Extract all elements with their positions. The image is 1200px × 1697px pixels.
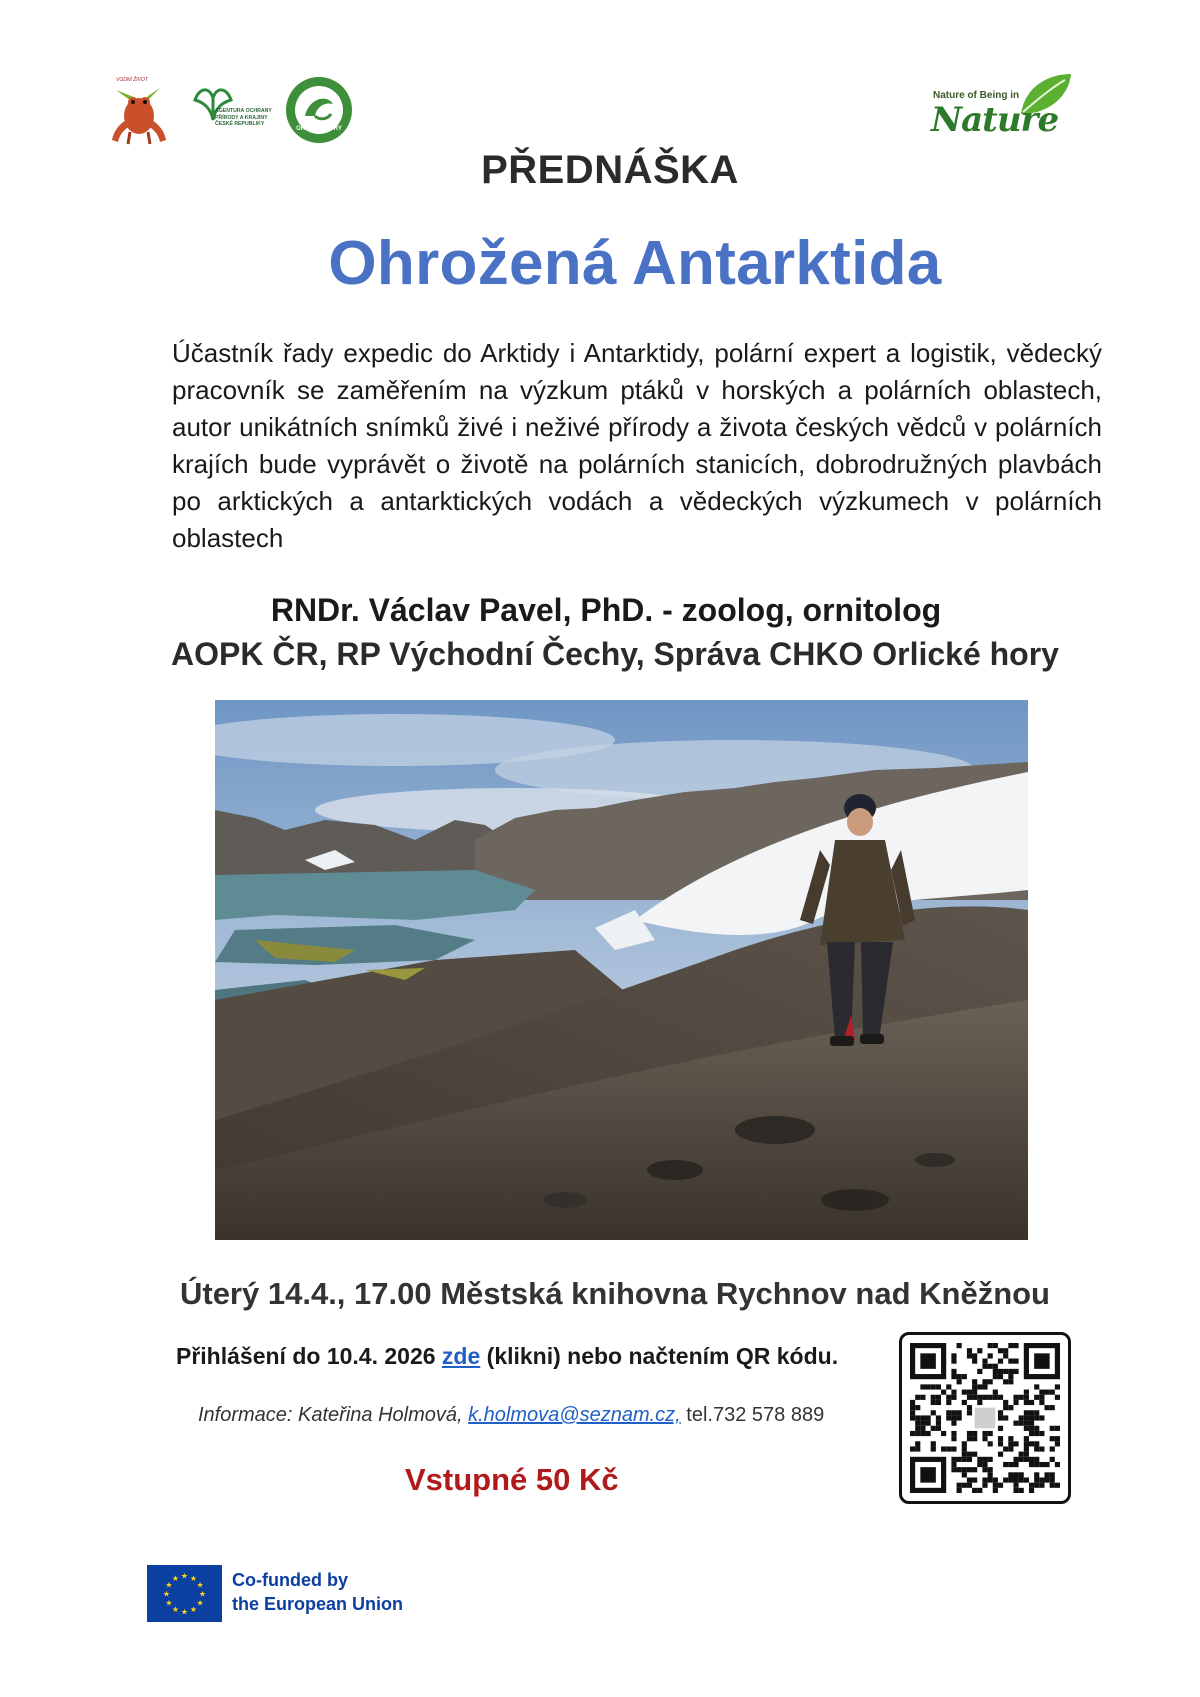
agency-caption-line: ČESKÉ REPUBLIKY xyxy=(215,121,265,127)
svg-text:★: ★ xyxy=(196,1598,204,1608)
qr-code[interactable] xyxy=(899,1332,1071,1504)
svg-text:★: ★ xyxy=(189,1605,198,1615)
contact-email-link[interactable]: k.holmova@seznam.cz, xyxy=(468,1404,681,1426)
intro-paragraph: Účastník řady expedic do Arktidy i Antarktidy, polární expert a logistik, vědecký pracovník se zaměřením na výzkum ptáků v horských a polárních oblastech, autor unikátních snímků živé i neživé přírody a života českých vědců v polárních krajích bude vyprávět o životě na polárních stanicích, dobrodružných plavbách po arktických a antarktických vodách a vědeckých výzkumech v polárních oblastech xyxy=(172,338,1102,553)
nature-logo-big-text: Nature xyxy=(931,100,1059,140)
registration-text: Přihlášení do 10.4. 2026 xyxy=(176,1343,442,1369)
svg-text:★: ★ xyxy=(171,1573,180,1583)
frog-icon xyxy=(108,80,170,146)
bird-icon xyxy=(285,76,353,144)
speaker-name: RNDr. Václav Pavel, PhD. - zoolog, ornitolog xyxy=(270,592,942,628)
qr-code-icon xyxy=(902,1335,1068,1501)
contact-phone: tel.732 578 889 xyxy=(680,1404,825,1426)
svg-text:★: ★ xyxy=(180,1607,189,1617)
agency-logo xyxy=(193,78,273,138)
svg-text:★: ★ xyxy=(162,1589,171,1599)
page-kicker: PŘEDNÁŠKA xyxy=(481,148,739,192)
registration-link[interactable]: zde xyxy=(441,1343,481,1369)
nature-logo-small-text: Nature of Being in xyxy=(933,90,1020,101)
contact-label: Informace: Kateřina Holmová, xyxy=(198,1404,469,1426)
eu-line-1: Co-funded by xyxy=(232,1570,348,1590)
eu-line-2: the European Union xyxy=(232,1594,403,1614)
svg-text:★: ★ xyxy=(198,1589,207,1599)
speaker-affiliation: AOPK ČR, RP Východní Čechy, Správa CHKO Orlické hory xyxy=(171,636,1059,672)
svg-text:★: ★ xyxy=(165,1598,173,1608)
page-title: Ohrožená Antarktida xyxy=(328,229,942,298)
svg-text:★: ★ xyxy=(180,1571,189,1581)
registration-line xyxy=(176,1343,838,1370)
landscape-image xyxy=(215,700,1028,1240)
nature-logo xyxy=(915,70,1075,142)
svg-text:★: ★ xyxy=(189,1573,198,1583)
orlicke-logo-caption: ORLICKÉ HORY xyxy=(296,126,342,132)
event-date-location: Úterý 14.4., 17.00 Městská knihovna Rychnov nad Kněžnou xyxy=(179,1276,1050,1311)
entry-price: Vstupné 50 Kč xyxy=(405,1462,619,1497)
orlicke-hory-logo xyxy=(285,76,353,144)
frog-logo xyxy=(108,77,170,146)
registration-text-after: (klikni) nebo načtením QR kódu. xyxy=(480,1343,839,1369)
frog-logo-caption: VODNÍ ŽIVOT xyxy=(116,77,148,83)
agency-caption-line: PŘÍRODY A KRAJINY xyxy=(215,114,268,121)
agency-caption-line: AGENTURA OCHRANY xyxy=(215,108,272,114)
agency-logo-caption xyxy=(215,108,273,128)
eu-flag-icon xyxy=(147,1565,222,1622)
contact-line xyxy=(198,1404,824,1427)
speaker-photo xyxy=(215,700,1028,1240)
svg-text:★: ★ xyxy=(196,1580,204,1590)
eu-cofunding-text xyxy=(232,1568,403,1616)
svg-text:★: ★ xyxy=(165,1580,173,1590)
svg-text:★: ★ xyxy=(171,1605,180,1615)
